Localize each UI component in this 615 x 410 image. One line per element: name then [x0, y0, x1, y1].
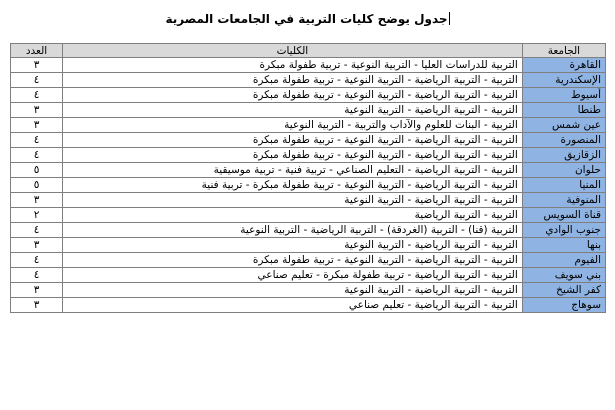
colleges-cell[interactable]: التربية - التربية الرياضية - التربية النوعية	[63, 103, 523, 118]
university-cell[interactable]: الفيوم	[522, 253, 605, 268]
colleges-cell[interactable]: التربية - التربية الرياضية	[63, 208, 523, 223]
count-cell[interactable]: ٤	[11, 223, 63, 238]
colleges-cell[interactable]: التربية - التربية الرياضية - تعليم صناعي	[63, 298, 523, 313]
count-cell[interactable]: ٤	[11, 268, 63, 283]
university-cell[interactable]: سوهاج	[522, 298, 605, 313]
table-row	[11, 103, 606, 118]
count-cell[interactable]: ٣	[11, 238, 63, 253]
count-cell[interactable]: ٤	[11, 253, 63, 268]
count-cell[interactable]: ٣	[11, 298, 63, 313]
header-count[interactable]: العدد	[11, 44, 63, 58]
count-cell[interactable]: ٣	[11, 58, 63, 73]
colleges-cell[interactable]: التربية - التربية الرياضية - التربية النوعية - تربية طفولة مبكرة	[63, 88, 523, 103]
university-cell[interactable]: المنوفية	[522, 193, 605, 208]
colleges-cell[interactable]: التربية - التربية الرياضية - التربية النوعية	[63, 283, 523, 298]
count-cell[interactable]: ٤	[11, 73, 63, 88]
table-row	[11, 253, 606, 268]
table-row	[11, 238, 606, 253]
colleges-cell[interactable]: التربية للدراسات العليا - التربية النوعية - تربية طفولة مبكرة	[63, 58, 523, 73]
table-row	[11, 193, 606, 208]
university-cell[interactable]: عين شمس	[522, 118, 605, 133]
table-row	[11, 133, 606, 148]
colleges-cell[interactable]: التربية - التربية الرياضية - التعليم الصناعي - تربية فنية - تربية موسيقية	[63, 163, 523, 178]
header-colleges[interactable]: الكليات	[63, 44, 523, 58]
university-cell[interactable]: بنها	[522, 238, 605, 253]
table-row	[11, 148, 606, 163]
table-row	[11, 118, 606, 133]
table-row	[11, 268, 606, 283]
count-cell[interactable]: ٣	[11, 193, 63, 208]
colleges-cell[interactable]: التربية - البنات للعلوم والآداب والتربية - التربية النوعية	[63, 118, 523, 133]
colleges-cell[interactable]: التربية (قنا) - التربية (الغردقة) - التربية الرياضية - التربية النوعية	[63, 223, 523, 238]
table-row	[11, 58, 606, 73]
count-cell[interactable]: ٢	[11, 208, 63, 223]
university-cell[interactable]: المنصورة	[522, 133, 605, 148]
table-row	[11, 163, 606, 178]
colleges-cell[interactable]: التربية - التربية الرياضية - التربية النوعية - تربية طفولة مبكرة	[63, 133, 523, 148]
table-row	[11, 73, 606, 88]
table-row	[11, 298, 606, 313]
table-row	[11, 223, 606, 238]
title-text: جدول يوضح كليات التربية في الجامعات المصرية	[165, 12, 448, 26]
colleges-cell[interactable]: التربية - التربية الرياضية - التربية النوعية - تربية طفولة مبكرة - تربية فنية	[63, 178, 523, 193]
colleges-cell[interactable]: التربية - التربية الرياضية - التربية النوعية - تربية طفولة مبكرة	[63, 148, 523, 163]
count-cell[interactable]: ٣	[11, 103, 63, 118]
university-cell[interactable]: كفر الشيخ	[522, 283, 605, 298]
table-row	[11, 88, 606, 103]
header-row	[11, 44, 606, 58]
colleges-cell[interactable]: التربية - التربية الرياضية - التربية النوعية - تربية طفولة مبكرة	[63, 73, 523, 88]
university-cell[interactable]: الإسكندرية	[522, 73, 605, 88]
text-cursor	[449, 12, 450, 25]
document-title	[0, 12, 615, 26]
colleges-cell[interactable]: التربية - التربية الرياضية - التربية النوعية	[63, 193, 523, 208]
table-row	[11, 208, 606, 223]
university-cell[interactable]: طنطا	[522, 103, 605, 118]
colleges-cell[interactable]: التربية - التربية الرياضية - التربية النوعية	[63, 238, 523, 253]
colleges-table	[10, 43, 606, 313]
university-cell[interactable]: أسيوط	[522, 88, 605, 103]
colleges-cell[interactable]: التربية - التربية الرياضية - التربية النوعية - تربية طفولة مبكرة	[63, 253, 523, 268]
header-university[interactable]: الجامعة	[522, 44, 605, 58]
university-cell[interactable]: جنوب الوادي	[522, 223, 605, 238]
count-cell[interactable]: ٤	[11, 133, 63, 148]
count-cell[interactable]: ٥	[11, 178, 63, 193]
university-cell[interactable]: بني سويف	[522, 268, 605, 283]
count-cell[interactable]: ٣	[11, 118, 63, 133]
university-cell[interactable]: المنيا	[522, 178, 605, 193]
count-cell[interactable]: ٥	[11, 163, 63, 178]
table-row	[11, 178, 606, 193]
university-cell[interactable]: الزقازيق	[522, 148, 605, 163]
count-cell[interactable]: ٤	[11, 148, 63, 163]
count-cell[interactable]: ٤	[11, 88, 63, 103]
university-cell[interactable]: حلوان	[522, 163, 605, 178]
university-cell[interactable]: القاهرة	[522, 58, 605, 73]
university-cell[interactable]: قناة السويس	[522, 208, 605, 223]
table-row	[11, 283, 606, 298]
count-cell[interactable]: ٣	[11, 283, 63, 298]
colleges-cell[interactable]: التربية - التربية الرياضية - تربية طفولة مبكرة - تعليم صناعي	[63, 268, 523, 283]
